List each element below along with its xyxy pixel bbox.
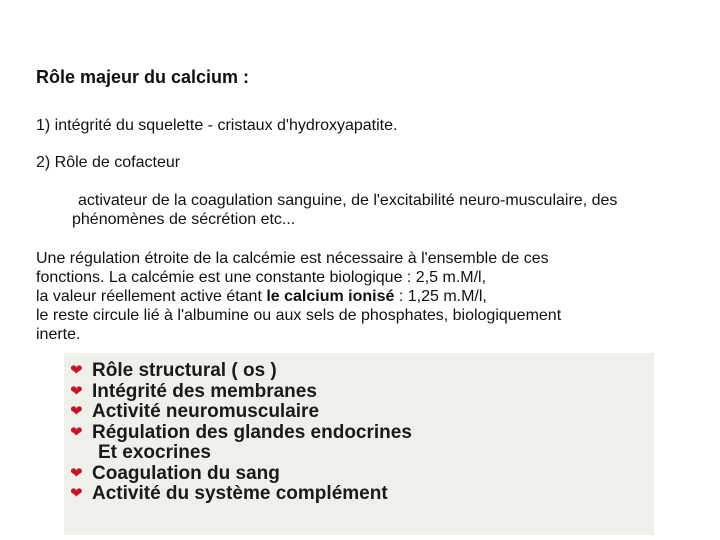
heart-bullet-icon: ❤ (70, 403, 83, 420)
heart-bullet-icon: ❤ (70, 362, 83, 379)
heart-bullet-icon: ❤ (70, 423, 83, 441)
role-item (70, 421, 654, 444)
role-label: Coagulation du sang (92, 462, 280, 484)
paragraph-line-3-start: la valeur réellement active étant (36, 288, 267, 305)
calcium-roles-panel (64, 353, 654, 535)
paragraph-line-5: inerte. (36, 326, 81, 343)
ionized-calcium-emphasis: le calcium ionisé (266, 288, 395, 305)
role-label: Activité neuromusculaire (92, 401, 320, 422)
role-item (70, 462, 654, 485)
role-label: Intégrité des membranes (92, 380, 317, 402)
heart-bullet-icon: ❤ (70, 382, 83, 400)
point-1-text: 1) intégrité du squelette - cristaux d'hydroxyapatite. (36, 117, 398, 134)
heart-bullet-icon: ❤ (70, 464, 83, 482)
role-label: Activité du système complément (92, 483, 388, 504)
role-label: Et exocrines (98, 442, 211, 463)
role-label: Rôle structural ( os ) (92, 360, 277, 381)
page-title: Rôle majeur du calcium : (36, 67, 250, 87)
role-item (70, 401, 654, 423)
heart-bullet-icon: ❤ (70, 485, 83, 502)
point-2-text: 2) Rôle de cofacteur (36, 154, 181, 171)
role-item (70, 483, 654, 505)
role-item (70, 380, 654, 403)
role-item-continuation (92, 443, 654, 464)
role-item (70, 360, 654, 382)
paragraph-line-1: Une régulation étroite de la calcémie est nécessaire à l'ensemble de ces (36, 250, 549, 267)
paragraph-line-4: le reste circule lié à l'albumine ou aux sels de phosphates, biologiquement (36, 307, 562, 324)
role-label: Régulation des glandes endocrines (92, 421, 412, 443)
calcium-roles-list (64, 353, 654, 505)
paragraph-line-3-end: : 1,25 m.M/l, (394, 288, 487, 305)
point-2-detail: activateur de la coagulation sanguine, de l'excitabilité neuro-musculaire, des phénomènes de sécrétion etc... (72, 192, 618, 228)
paragraph-line-2: fonctions. La calcémie est une constante biologique : 2,5 m.M/l, (36, 269, 487, 286)
regulation-paragraph (36, 249, 676, 344)
paragraph-line-3 (36, 287, 676, 306)
